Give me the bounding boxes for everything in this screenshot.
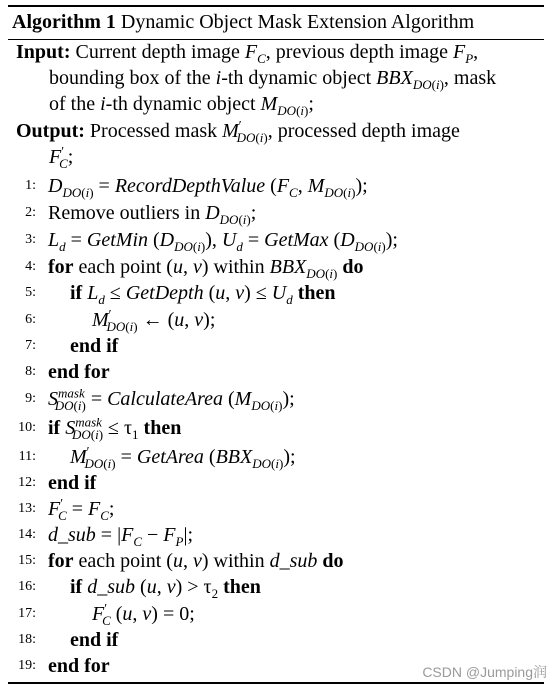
line-number: 12: (18, 475, 36, 490)
algorithm-label: Algorithm 1 (12, 11, 116, 33)
line-number: 11: (18, 449, 36, 464)
input-block (16, 39, 542, 117)
line-number: 17: (18, 606, 36, 621)
output-block (16, 118, 542, 170)
line-code: $M'_{DO(i)}$ = GetArea $(BBX_{DO(i)})$; (70, 443, 296, 471)
line-number: 4: (25, 259, 36, 274)
line-number: 14: (18, 527, 36, 542)
line-number: 3: (25, 232, 36, 247)
line-number: 15: (18, 553, 36, 568)
line-code: $L_d$ = GetMin $(D_{DO(i)})$, $U_d$ = GetMax $(D_{DO(i)})$; (48, 229, 398, 254)
line-code: $S^{mask}_{DO(i)}$ = CalculateArea $(M_{DO(i)})$; (48, 385, 295, 413)
line-number: 9: (25, 391, 36, 406)
line-code: end if (48, 472, 97, 494)
algorithm-title (12, 9, 474, 35)
output-keyword: Output: (16, 120, 85, 142)
line-code: for each point (u, v) within d_sub do (48, 550, 344, 572)
bottom-rule (8, 682, 544, 684)
line-number: 1: (25, 178, 36, 193)
line-code: end for (48, 361, 110, 383)
top-rule (8, 5, 544, 7)
input-keyword: Input: (16, 41, 71, 63)
line-number: 2: (25, 205, 36, 220)
line-number: 16: (18, 579, 36, 594)
line-code: if $L_d$ ≤ GetDepth (u, $v) \le U_d$ then (70, 282, 336, 307)
line-number: 13: (18, 501, 36, 516)
input-text: Input: Current depth image $F_C$, previous depth image $F_P$, bounding box of the i-th dynamic object $BBX_{DO(i)}$, mask of the i-th dynamic object $M_{DO(i)}$; (16, 41, 497, 118)
line-number: 19: (18, 658, 36, 673)
line-number: 18: (18, 632, 36, 647)
output-text: Output: Processed mask $M'_{DO(i)}$, processed depth image $F'_C$; (16, 117, 460, 171)
line-code: end if (70, 335, 119, 357)
line-number: 5: (25, 285, 36, 300)
line-number: 8: (25, 364, 36, 379)
algorithm-name: Dynamic Object Mask Extension Algorithm (120, 11, 475, 33)
line-code: for each point (u, v) within $BBX_{DO(i)}$ do (48, 256, 364, 281)
line-code: if d_sub (u, $v) > \tau_2$ then (70, 576, 261, 601)
line-code: $F'_C = F_C$; (48, 495, 115, 523)
algorithm-box (8, 5, 544, 683)
line-code: $M'_{DO(i)}$ ← (u, v); (92, 306, 216, 334)
line-code: end for (48, 655, 110, 677)
line-code: $F'_C$ (u, v) = 0; (92, 600, 195, 628)
line-code: end if (70, 629, 119, 651)
line-number: 7: (25, 338, 36, 353)
line-code: Remove outliers in $D_{DO(i)}$; (48, 202, 257, 227)
line-number: 10: (18, 420, 36, 435)
watermark: CSDN @Jumping润 (422, 664, 547, 680)
line-number: 6: (25, 312, 36, 327)
line-code: d_sub = $|F_C - F_P|$; (48, 524, 193, 549)
line-code: $D_{DO(i)}$ = RecordDepthValue ($F_C$, $M_{DO(i)}$); (48, 175, 368, 200)
line-code: if $S^{mask}_{DO(i)} \le \tau_1$ then (48, 414, 182, 442)
